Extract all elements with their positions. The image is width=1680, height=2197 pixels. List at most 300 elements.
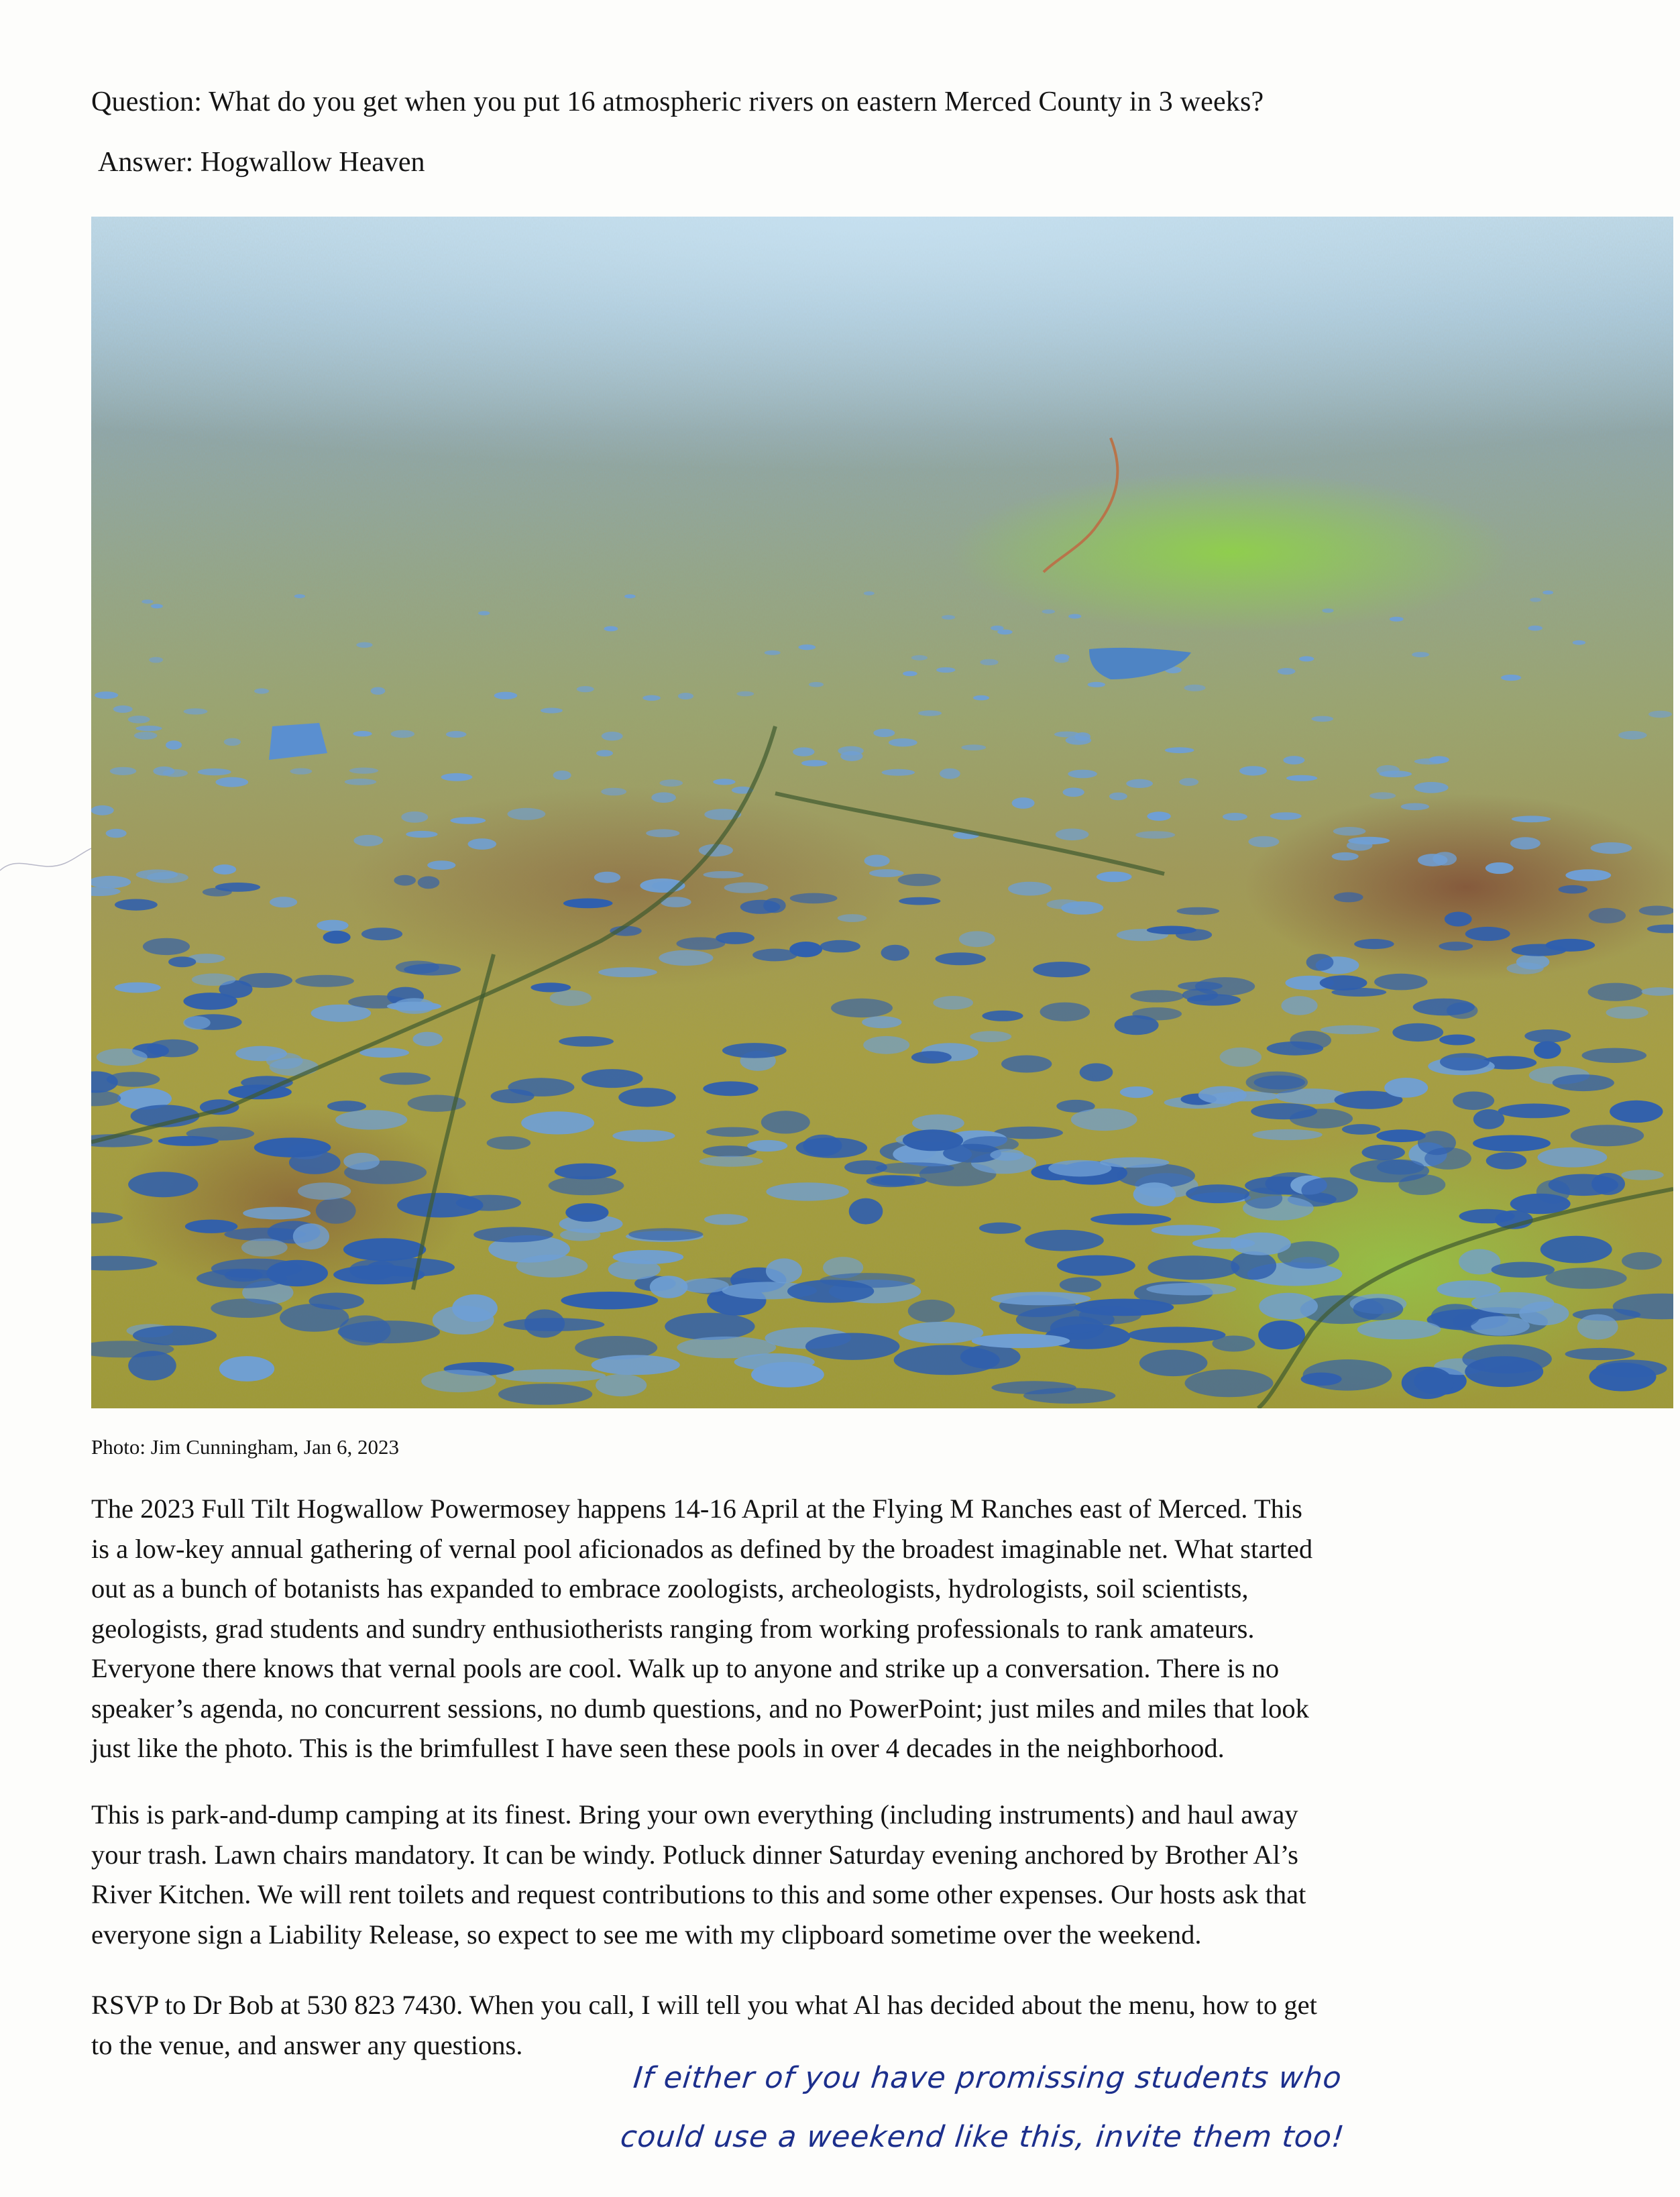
pool bbox=[651, 792, 676, 803]
pool bbox=[911, 655, 928, 661]
pool bbox=[1320, 975, 1367, 991]
pool bbox=[243, 1207, 311, 1220]
pool bbox=[899, 1322, 984, 1343]
pool bbox=[541, 708, 563, 713]
pool bbox=[478, 611, 490, 615]
pool bbox=[391, 730, 414, 738]
pool bbox=[95, 691, 118, 699]
pool bbox=[560, 1229, 600, 1241]
pool bbox=[766, 1258, 802, 1283]
pool bbox=[1177, 907, 1220, 915]
pool bbox=[309, 1293, 364, 1310]
pool bbox=[327, 1101, 366, 1111]
pool bbox=[563, 899, 613, 909]
text-line: out as a bunch of botanists has expanded to embrace zoologists, archeologists, hydrologists, soil scientists, bbox=[91, 1573, 1249, 1603]
pool bbox=[1332, 852, 1359, 860]
paragraph-camping-info bbox=[91, 1795, 1600, 1954]
pool bbox=[677, 1337, 776, 1358]
pool bbox=[1559, 885, 1588, 894]
pool bbox=[468, 838, 497, 850]
pool bbox=[1473, 1109, 1504, 1129]
text-line: just like the photo. This is the brimfullest I have seen these pools in over 4 decades in the neighborhood. bbox=[91, 1733, 1225, 1763]
pool bbox=[592, 1355, 680, 1375]
pool bbox=[1473, 1135, 1551, 1152]
pool bbox=[1606, 1006, 1648, 1019]
pool bbox=[1055, 654, 1070, 660]
handwritten-line: If either of you have promissing students who bbox=[631, 2061, 1344, 2095]
pool bbox=[1133, 1182, 1176, 1206]
pool bbox=[427, 860, 455, 870]
pool bbox=[316, 1198, 356, 1224]
pool bbox=[356, 642, 372, 648]
pool bbox=[1392, 1023, 1443, 1041]
pool bbox=[1571, 1125, 1644, 1146]
pool bbox=[1040, 1003, 1090, 1021]
pool bbox=[747, 1140, 787, 1151]
text-line: River Kitchen. We will rent toilets and request contributions to this and some other expenses. Our hosts ask that bbox=[91, 1879, 1306, 1909]
pool bbox=[628, 1228, 703, 1240]
pool bbox=[1306, 954, 1334, 970]
pool bbox=[452, 1294, 498, 1322]
pool bbox=[487, 1136, 531, 1149]
pool bbox=[601, 788, 626, 796]
pool bbox=[982, 1011, 1023, 1021]
pool bbox=[1251, 1103, 1317, 1119]
pool bbox=[106, 829, 127, 838]
pool bbox=[838, 914, 867, 922]
pool bbox=[1212, 1336, 1255, 1352]
pool bbox=[961, 744, 986, 750]
pool bbox=[1283, 756, 1304, 765]
pool bbox=[1286, 775, 1317, 781]
pool bbox=[1440, 1053, 1490, 1070]
pool bbox=[446, 731, 467, 738]
pool bbox=[1589, 1363, 1657, 1392]
pool bbox=[1061, 901, 1103, 915]
pool bbox=[1384, 1078, 1428, 1098]
pool bbox=[704, 871, 744, 879]
pool bbox=[1618, 731, 1647, 740]
pool bbox=[115, 982, 161, 993]
pool bbox=[903, 1129, 963, 1151]
pool bbox=[1278, 668, 1296, 675]
pool bbox=[134, 732, 158, 740]
pool bbox=[317, 920, 348, 932]
pool bbox=[1465, 1356, 1543, 1387]
pool bbox=[803, 1135, 842, 1157]
pool bbox=[1424, 1147, 1471, 1170]
pool bbox=[876, 1162, 954, 1174]
pool bbox=[1492, 1262, 1555, 1278]
pool bbox=[903, 671, 917, 677]
pool bbox=[418, 877, 440, 889]
pool bbox=[602, 732, 623, 740]
pool bbox=[1135, 831, 1175, 838]
pool bbox=[936, 667, 955, 673]
pool bbox=[849, 1198, 883, 1225]
pool bbox=[1130, 990, 1184, 1003]
pool bbox=[508, 808, 546, 820]
pool bbox=[294, 594, 305, 598]
pool bbox=[107, 1072, 160, 1086]
pool bbox=[594, 872, 620, 883]
pool bbox=[1546, 939, 1595, 952]
handwritten-line: could use a weekend like this, invite them too! bbox=[618, 2120, 1347, 2154]
pool bbox=[840, 751, 862, 761]
text-line: everyone sign a Liability Release, so expect to see me with my clipboard sometime over the weekend. bbox=[91, 1919, 1202, 1950]
pool bbox=[1516, 954, 1550, 970]
answer-heading: Answer: Hogwallow Heaven bbox=[98, 147, 425, 178]
pool bbox=[882, 769, 915, 776]
pool bbox=[704, 1214, 748, 1225]
pool bbox=[135, 726, 162, 731]
photo-caption: Photo: Jim Cunningham, Jan 6, 2023 bbox=[91, 1435, 399, 1459]
pool bbox=[1025, 1230, 1104, 1251]
pool bbox=[972, 1334, 1070, 1348]
pool bbox=[353, 731, 372, 736]
text-line: The 2023 Full Tilt Hogwallow Powermosey happens 14-16 April at the Flying M Ranches east of Merced. This bbox=[91, 1494, 1302, 1524]
pool bbox=[1321, 1025, 1380, 1035]
pool bbox=[1223, 813, 1247, 821]
pool bbox=[147, 872, 188, 883]
pool bbox=[359, 1048, 409, 1058]
pool bbox=[1534, 1041, 1561, 1059]
text-line: speaker’s agenda, no concurrent sessions, no dumb questions, and no PowerPoint; just miles and miles that look bbox=[91, 1693, 1309, 1724]
pool bbox=[722, 1043, 787, 1058]
pool bbox=[1008, 882, 1052, 896]
pool bbox=[604, 626, 618, 632]
pool bbox=[270, 1058, 319, 1076]
pool bbox=[1186, 1184, 1249, 1203]
pool bbox=[1097, 872, 1132, 883]
pool bbox=[406, 831, 437, 838]
pool bbox=[1054, 732, 1080, 738]
pool bbox=[1589, 908, 1626, 923]
pool bbox=[1248, 836, 1279, 848]
pool bbox=[1591, 842, 1632, 854]
pool bbox=[980, 659, 998, 665]
pool bbox=[1486, 1152, 1527, 1170]
pool bbox=[494, 692, 518, 699]
pool bbox=[1246, 1072, 1308, 1094]
pool bbox=[940, 769, 960, 779]
pool bbox=[1437, 1280, 1501, 1298]
pool bbox=[596, 750, 613, 756]
pool bbox=[933, 996, 973, 1009]
pool bbox=[766, 1182, 848, 1200]
pool bbox=[1176, 929, 1212, 941]
pool bbox=[881, 945, 909, 961]
pool bbox=[1610, 1101, 1663, 1123]
pool bbox=[361, 927, 402, 940]
pool bbox=[1126, 779, 1153, 788]
pool bbox=[1071, 1109, 1137, 1131]
pool bbox=[1565, 869, 1611, 881]
pool bbox=[898, 874, 941, 886]
pool bbox=[1068, 770, 1097, 779]
pool bbox=[790, 893, 838, 904]
pool bbox=[1486, 862, 1514, 874]
pool bbox=[612, 1130, 675, 1142]
pool bbox=[441, 773, 473, 781]
pool bbox=[1588, 983, 1643, 1001]
pool bbox=[659, 950, 713, 966]
pool bbox=[793, 747, 814, 756]
paragraph-event-description bbox=[91, 1489, 1600, 1768]
text-line: This is park-and-dump camping at its finest. Bring your own everything (including instruments) and haul away bbox=[91, 1799, 1298, 1829]
pool bbox=[1001, 1056, 1052, 1073]
pool bbox=[270, 897, 297, 907]
pool bbox=[973, 695, 989, 701]
aerial-photo bbox=[91, 217, 1673, 1408]
pool bbox=[254, 688, 269, 693]
pool bbox=[371, 687, 386, 695]
pool bbox=[1577, 1314, 1618, 1340]
pool bbox=[394, 998, 435, 1014]
pool bbox=[650, 1276, 688, 1298]
pool bbox=[1439, 1035, 1475, 1046]
pool bbox=[401, 811, 428, 823]
pool bbox=[1187, 994, 1241, 1005]
pool bbox=[761, 1111, 810, 1133]
pool bbox=[1414, 782, 1449, 793]
pool bbox=[128, 716, 150, 723]
pool bbox=[1334, 892, 1363, 902]
pool bbox=[871, 1176, 926, 1186]
pool bbox=[869, 869, 904, 877]
pool bbox=[521, 1111, 594, 1134]
pool bbox=[380, 1072, 431, 1084]
pool bbox=[608, 1259, 661, 1280]
text-line: your trash. Lawn chairs mandatory. It can be windy. Potluck dinner Saturday evening anchored by Brother Al’s bbox=[91, 1839, 1298, 1870]
pool bbox=[1501, 675, 1521, 681]
pool bbox=[353, 835, 383, 846]
pool bbox=[1179, 778, 1198, 786]
pool bbox=[911, 1051, 952, 1064]
red-soil-patch bbox=[1245, 793, 1673, 981]
pool bbox=[1510, 837, 1541, 849]
pool bbox=[873, 729, 895, 737]
pool bbox=[504, 1318, 605, 1331]
pool bbox=[1530, 598, 1541, 602]
pool bbox=[1622, 1252, 1662, 1270]
pool bbox=[736, 691, 754, 697]
pool bbox=[1439, 942, 1473, 951]
pool bbox=[561, 1292, 658, 1309]
pool bbox=[862, 1016, 901, 1028]
pool bbox=[1357, 1320, 1441, 1340]
pool bbox=[942, 615, 955, 620]
pool bbox=[1465, 927, 1510, 941]
pool bbox=[1056, 829, 1089, 841]
pool bbox=[349, 768, 378, 774]
pool bbox=[550, 990, 592, 1006]
pool bbox=[153, 767, 174, 776]
pool bbox=[1259, 1293, 1318, 1320]
pool bbox=[677, 938, 726, 950]
pool bbox=[1231, 1233, 1291, 1255]
pool bbox=[820, 940, 860, 953]
pool bbox=[991, 1381, 1076, 1394]
pool bbox=[618, 1088, 676, 1107]
aerial-photo-illustration bbox=[91, 217, 1673, 1408]
pool bbox=[581, 1069, 643, 1088]
pool bbox=[1369, 792, 1396, 799]
pool bbox=[185, 1220, 237, 1233]
pool bbox=[289, 1151, 341, 1174]
pool bbox=[215, 883, 260, 892]
pool bbox=[1301, 1178, 1357, 1204]
pool bbox=[1033, 962, 1090, 977]
pool bbox=[239, 973, 292, 988]
pool bbox=[1390, 617, 1404, 622]
pool bbox=[1573, 640, 1585, 645]
pool bbox=[1546, 1268, 1627, 1289]
pool bbox=[991, 626, 1004, 631]
pool bbox=[894, 1345, 1000, 1375]
pool bbox=[1080, 1063, 1113, 1081]
pool bbox=[990, 1149, 1024, 1161]
pool bbox=[1220, 1048, 1262, 1067]
pool bbox=[192, 974, 236, 986]
text-line: RSVP to Dr Bob at 530 823 7430. When you call, I will tell you what Al has decided about the menu, how to get bbox=[91, 1990, 1317, 2020]
pool bbox=[1267, 1041, 1323, 1056]
pool bbox=[97, 1048, 148, 1066]
pool bbox=[166, 740, 182, 749]
pool bbox=[149, 657, 163, 663]
pool bbox=[1301, 1373, 1342, 1386]
text-line: is a low-key annual gathering of vernal pool aficionados as defined by the broadest imaginable net. What started bbox=[91, 1533, 1313, 1564]
pool bbox=[864, 855, 890, 867]
pool bbox=[1512, 815, 1551, 822]
pool bbox=[1185, 1369, 1274, 1398]
pool bbox=[343, 1153, 380, 1170]
pool bbox=[763, 898, 786, 913]
pool bbox=[598, 967, 657, 977]
pool bbox=[508, 1078, 574, 1096]
pool bbox=[1412, 652, 1429, 657]
pool bbox=[991, 1292, 1091, 1305]
pool bbox=[1354, 939, 1394, 949]
pool bbox=[559, 1036, 614, 1047]
pool bbox=[1184, 685, 1206, 691]
pool bbox=[345, 779, 376, 785]
pool bbox=[1312, 716, 1334, 722]
pool bbox=[699, 1156, 763, 1167]
pool bbox=[970, 1031, 1011, 1042]
pool bbox=[530, 982, 571, 992]
pool bbox=[1565, 1348, 1635, 1360]
pool bbox=[1498, 1104, 1570, 1119]
pool bbox=[224, 738, 241, 746]
pool bbox=[565, 1203, 608, 1222]
pool bbox=[864, 592, 875, 596]
pool bbox=[1139, 1350, 1208, 1377]
pool bbox=[115, 899, 158, 911]
pool bbox=[1270, 812, 1302, 820]
pool bbox=[219, 1356, 274, 1382]
pool bbox=[1414, 758, 1445, 765]
pool bbox=[863, 1036, 909, 1054]
pool bbox=[213, 864, 237, 875]
pool bbox=[1152, 1225, 1221, 1235]
pool bbox=[1120, 1086, 1154, 1098]
pool bbox=[805, 1333, 900, 1360]
pool bbox=[211, 1298, 282, 1318]
pool bbox=[1060, 1277, 1101, 1292]
pool bbox=[404, 964, 461, 976]
pool bbox=[724, 883, 769, 893]
pool bbox=[235, 1046, 287, 1062]
pool bbox=[349, 1259, 396, 1280]
pool bbox=[183, 1016, 211, 1029]
pool bbox=[151, 604, 163, 609]
pool bbox=[496, 1369, 606, 1382]
pool bbox=[1431, 1304, 1480, 1329]
pool bbox=[596, 1374, 647, 1396]
pool bbox=[1128, 1327, 1226, 1343]
pool bbox=[1042, 610, 1056, 614]
pool bbox=[1447, 1003, 1478, 1019]
pool bbox=[1100, 1158, 1170, 1168]
pool bbox=[1347, 840, 1373, 851]
pool bbox=[1541, 1236, 1612, 1263]
pool bbox=[323, 931, 351, 944]
pool bbox=[168, 956, 196, 967]
pool bbox=[1109, 793, 1127, 801]
pool bbox=[831, 999, 893, 1017]
pool bbox=[809, 682, 824, 687]
pool bbox=[1621, 1170, 1663, 1180]
pool bbox=[789, 942, 822, 957]
pool bbox=[266, 1260, 328, 1286]
pool bbox=[91, 805, 114, 815]
pool bbox=[1198, 1086, 1247, 1105]
pool bbox=[899, 897, 940, 905]
pool bbox=[1418, 854, 1448, 866]
pool bbox=[184, 708, 208, 714]
pool bbox=[335, 1110, 407, 1129]
pool bbox=[1322, 608, 1333, 613]
pool bbox=[678, 693, 693, 699]
pool bbox=[1401, 803, 1429, 811]
pool bbox=[1342, 1124, 1380, 1135]
pool bbox=[198, 769, 231, 775]
pool bbox=[889, 738, 917, 746]
pool bbox=[128, 1172, 198, 1197]
pool bbox=[394, 875, 416, 886]
pool bbox=[1012, 797, 1035, 809]
pool bbox=[1582, 1048, 1647, 1063]
pool bbox=[216, 777, 249, 787]
pool bbox=[1538, 1147, 1608, 1168]
pool bbox=[713, 779, 735, 785]
pool bbox=[798, 644, 816, 650]
pool bbox=[918, 710, 942, 716]
pool bbox=[665, 1313, 754, 1340]
pool bbox=[298, 1182, 351, 1200]
handwritten-note bbox=[618, 2049, 1642, 2167]
pool bbox=[1639, 906, 1673, 916]
pool bbox=[1333, 827, 1366, 836]
pool bbox=[1402, 1367, 1453, 1399]
pool bbox=[225, 1269, 262, 1282]
pool bbox=[912, 1115, 964, 1132]
pool bbox=[516, 1255, 588, 1278]
pool bbox=[142, 600, 153, 604]
pool bbox=[158, 1136, 219, 1146]
pool bbox=[450, 817, 486, 824]
